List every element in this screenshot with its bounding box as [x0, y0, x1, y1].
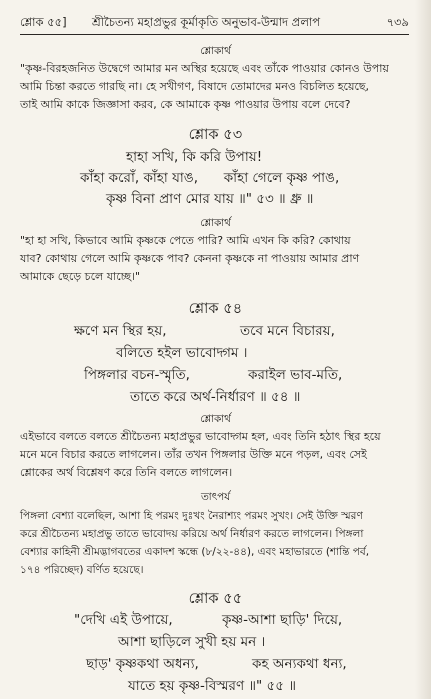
translation-2-line-3: আমাকে ছেড়ে চলে যাচ্ছে।": [20, 270, 141, 283]
purport-line-4: ১৭৪ পরিচ্ছেদ) বর্ণিত হয়েছে।: [20, 564, 144, 576]
verse-54-line-3b: করাইল ভাব-মতি,: [248, 367, 343, 383]
header-rule: [20, 34, 409, 35]
translation-1-line-2: আমি চিন্তা করতে গারছি না। হে সখীগণ, বিষাদে তোমাদের মনও বিচলিত হয়েছে,: [20, 80, 370, 93]
purport-line-3: বেশ্যার কাহিনী শ্রীমদ্ভাগবতের একাদশ স্কন্ধে (৮/২২-৪৪), এবং মহাভারতে (শান্তি পর্ব,: [20, 546, 370, 558]
verse-55-line-1b: কৃষ্ণ-আশা ছাড়ি' দিয়ে,: [222, 612, 343, 628]
translation-1-line-3: তাই আমি কাকে জিজ্ঞাসা করব, কে আমাকে কৃষ্ণ পাওয়ার উপায় বলে দেবে?: [20, 98, 351, 111]
verse-55-number: শ্লোক ৫৫: [188, 590, 243, 607]
verse-54-number: শ্লোক ৫৪: [188, 300, 243, 317]
verse-55-line-2: আশা ছাড়িলে সুখী হয় মন ।: [118, 634, 266, 650]
header-page-number: ৭৩৯: [386, 15, 409, 29]
translation-heading-1: শ্লোকার্থ: [200, 45, 231, 57]
verse-54-line-2: বলিতে হইল ভাবোদ্গম ।: [116, 345, 248, 361]
header-running-title: শ্রীচৈতন্য মহাপ্রভুর কূর্মাকৃতি অনুভাব-উন্মাদ প্রলাপ: [92, 15, 321, 29]
header-verse-ref: শ্লোক ৫৫]: [20, 15, 67, 29]
verse-55-line-4: যাতে হয় কৃষ্ণ-বিস্মরণ ॥" ৫৫ ॥: [128, 678, 296, 694]
verse-53-line-1: হাহা সখি, কি করি উপায়!: [126, 149, 263, 165]
verse-55-line-3a: ছাড়' কৃষ্ণকথা অধন্য,: [86, 656, 199, 672]
translation-2-line-1: "হা হা সখি, কিভাবে আমি কৃষ্ণকে পেতে পারি? আমি এখন কি করি? কোথায়: [20, 234, 351, 247]
translation-heading-2: শ্লোকার্থ: [200, 217, 231, 229]
translation-3-line-3: শ্লোকের অর্থ বিশ্লেষণ করে তিনি বলতে লাগলেন।: [20, 466, 233, 479]
translation-heading-3: শ্লোকার্থ: [200, 413, 231, 425]
purport-heading: তাৎপর্য: [200, 491, 230, 503]
verse-54-line-3a: পিঙ্গলার বচন-স্মৃতি,: [84, 367, 190, 383]
translation-1-line-1: "কৃষ্ণ-বিরহজনিত উদ্বেগে আমার মন অস্থির হয়েছে এবং তাঁকে পাওয়ার কোনও উপায়: [20, 62, 389, 75]
purport-line-1: পিঙ্গলা বেশ্যা বলেছিল, আশা হি পরমং দুঃখং নৈরাশ্যং পরমং সুখং। সেই উক্তি স্মরণ: [20, 510, 363, 522]
verse-53-number: শ্লোক ৫৩: [188, 126, 243, 143]
verse-55-line-3b: কহ অন্যকথা ধন্য,: [252, 656, 347, 672]
translation-2-line-2: যাব? কোথায় গেলে আমি কৃষ্ণকে পাব? কেননা কৃষ্ণকে না পাওয়ায় আমার প্রাণ: [20, 252, 360, 265]
running-header: [20, 14, 409, 32]
verse-55-line-1a: "দেখি এই উপায়ে,: [74, 612, 173, 628]
verse-54-line-1a: ক্ষণে মন স্থির হয়,: [74, 323, 167, 339]
translation-3-line-2: মনে মনে বিচার করতে লাগলেন। তাঁর তখন পিঙ্গলার উক্তি মনে পড়ল, এবং সেই: [20, 448, 367, 461]
verse-54-line-1b: তবে মনে বিচারয়,: [240, 323, 335, 339]
verse-53-line-3: কৃষ্ণ বিনা প্রাণ মোর যায় ॥" ৫৩ ॥ ধ্রু ॥: [106, 191, 314, 207]
verse-54-line-4: তাতে করে অর্থ-নির্ধারণ ॥ ৫৪ ॥: [130, 389, 301, 405]
verse-53-line-2: কাঁহা করোঁ, কাঁহা যাঙ, কাঁহা গেলে কৃষ্ণ পাঙ,: [80, 170, 340, 186]
translation-3-line-1: এইভাবে বলতে বলতে শ্রীচৈতন্য মহাপ্রভুর ভাবোদ্গম হল, এবং তিনি হঠাৎ স্থির হয়ে: [20, 430, 381, 443]
purport-line-2: করে শ্রীচৈতন্য মহাপ্রভু তাতে ভাবোদয় করিয়ে অর্থ নির্ধারণ করতে লাগলেন। পিঙ্গলা: [20, 528, 364, 540]
